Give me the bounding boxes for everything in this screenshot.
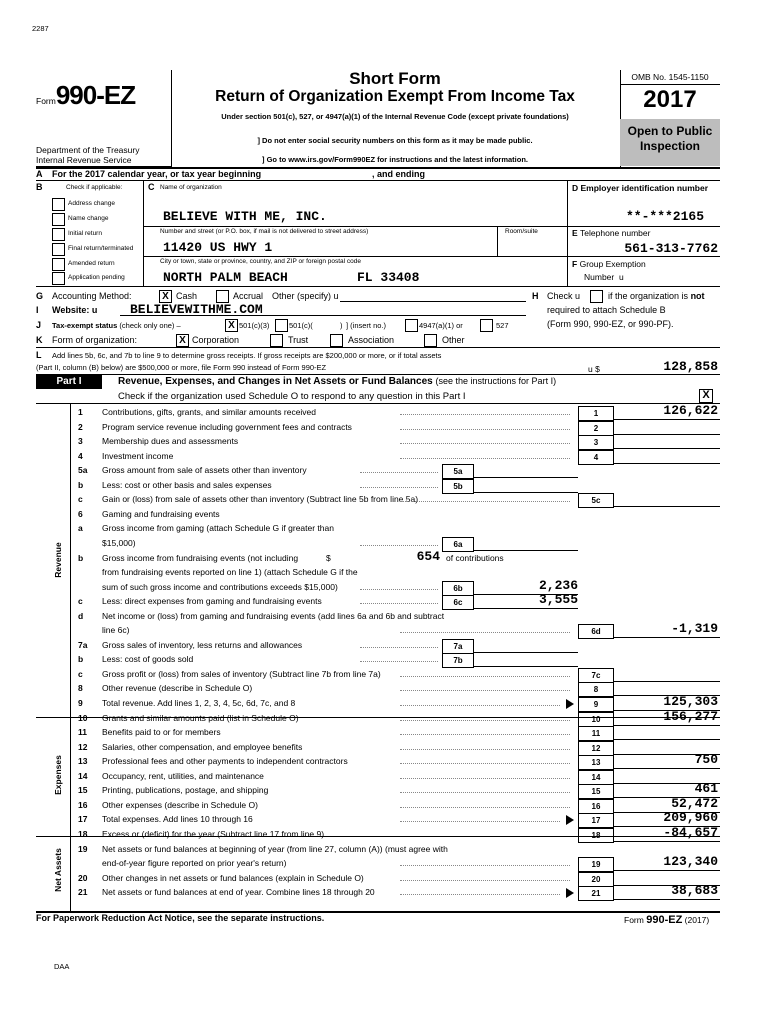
inner-box-number: 6c xyxy=(442,595,474,610)
inner-box-number: 5a xyxy=(442,464,474,479)
line-l-letter: L xyxy=(36,350,42,360)
line-number: 19 xyxy=(78,844,88,854)
line-f: F Group Exemption xyxy=(572,259,646,269)
check-applicable-label: Name change xyxy=(68,215,109,222)
line-j-letter: J xyxy=(36,320,42,330)
line-c-letter: C xyxy=(148,182,155,192)
line-box-number: 3 xyxy=(578,435,614,450)
street-address[interactable]: 11420 US HWY 1 xyxy=(163,240,273,255)
schedule-o-text: Check if the organization used Schedule O to respond to any question in this Part I xyxy=(118,391,466,402)
line-h-text3: required to attach Schedule B xyxy=(547,305,666,315)
form-word: Form xyxy=(36,96,56,106)
line-a-text: For the 2017 calendar year, or tax year beginning xyxy=(52,169,262,179)
line-i-letter: I xyxy=(36,305,39,315)
line-label: Total revenue. Add lines 1, 2, 3, 4, 5c, 6d, 7c, and 8 xyxy=(102,698,296,708)
line-label: Membership dues and assessments xyxy=(102,436,239,446)
line-number: b xyxy=(78,654,84,664)
line-label: Net income or (loss) from gaming and fundraising events (add lines 6a and 6b and subtract xyxy=(102,611,445,621)
line-c-label: Name of organization xyxy=(160,184,222,191)
527-checkbox[interactable] xyxy=(480,319,493,332)
501c3-label: 501(c)(3) xyxy=(239,321,270,330)
part1-line xyxy=(0,463,770,478)
line-b-label: Check if applicable: xyxy=(66,184,123,191)
line-number: c xyxy=(78,494,83,504)
part1-line xyxy=(0,667,770,682)
form-number-block xyxy=(36,80,135,111)
website-label: Website: u xyxy=(52,305,98,315)
line-label: Contributions, gifts, grants, and similar amounts received xyxy=(102,407,317,417)
line-number: 6 xyxy=(78,509,83,519)
line-label: Printing, publications, postage, and shipping xyxy=(102,785,269,795)
line-amount[interactable]: 126,622 xyxy=(663,403,718,418)
part1-line xyxy=(0,492,770,507)
footer-form: Form 990-EZ (2017) xyxy=(624,914,710,926)
check-applicable-checkbox[interactable] xyxy=(52,243,65,256)
part-1-tag: Part I xyxy=(36,375,102,389)
part1-line xyxy=(0,827,770,842)
inner-box-number: 6b xyxy=(442,581,474,596)
inner-amount[interactable]: 3,555 xyxy=(538,592,578,607)
part1-line xyxy=(0,885,770,900)
line-l-text2: (Part II, column (B) below) are $500,000 or more, file Form 990 instead of Form 990-EZ xyxy=(36,363,327,372)
4947-label: 4947(a)(1) or xyxy=(419,321,463,330)
check-applicable-label: Initial return xyxy=(68,230,102,237)
part1-line xyxy=(0,856,770,871)
inner-box-number: 6a xyxy=(442,537,474,552)
line-box-number: 21 xyxy=(578,886,614,901)
check-applicable-label: Final return/terminated xyxy=(68,245,134,252)
line-label: $15,000) xyxy=(102,538,136,548)
501c-label: 501(c)( xyxy=(289,321,313,330)
line-b-letter: B xyxy=(36,182,43,192)
part1-line xyxy=(0,594,770,609)
line-number: 20 xyxy=(78,873,88,883)
line-amount[interactable]: -84,657 xyxy=(663,825,718,840)
cash-checkbox[interactable]: X xyxy=(159,290,172,303)
line-label: Other changes in net assets or fund balances (explain in Schedule O) xyxy=(102,873,364,883)
501c3-checkbox[interactable]: X xyxy=(225,319,238,332)
line-amount[interactable]: 123,340 xyxy=(663,854,718,869)
line-number: 11 xyxy=(78,727,87,737)
irs-url-note: ] Go to www.irs.gov/Form990EZ for instructions and the latest information. xyxy=(262,155,528,164)
corporation-checkbox[interactable]: X xyxy=(176,334,189,347)
line-amount[interactable]: 156,277 xyxy=(663,709,718,724)
line-number: 17 xyxy=(78,814,88,824)
line-label: Grants and similar amounts paid (list in Schedule O) xyxy=(102,713,299,723)
check-applicable-label: Amended return xyxy=(68,260,115,267)
line-amount[interactable]: 750 xyxy=(694,752,718,767)
line-label: from fundraising events reported on line 1) (attach Schedule G if the xyxy=(102,567,358,577)
line-label: Total expenses. Add lines 10 through 16 xyxy=(102,814,253,824)
trust-checkbox[interactable] xyxy=(270,334,283,347)
accrual-label: Accrual xyxy=(233,291,264,301)
schedule-o-checkbox[interactable]: X xyxy=(699,389,713,403)
part1-line xyxy=(0,711,770,726)
line-d: D Employer identification number xyxy=(572,183,709,193)
line-box-number: 2 xyxy=(578,421,614,436)
line-h-letter: H xyxy=(532,291,539,301)
line-box-number: 11 xyxy=(578,726,614,741)
line-number: 8 xyxy=(78,683,83,693)
line-box-number: 15 xyxy=(578,784,614,799)
line-a-ending: , and ending xyxy=(372,169,425,179)
line-box-number: 12 xyxy=(578,741,614,756)
check-applicable-label: Application pending xyxy=(68,274,125,281)
line-g-letter: G xyxy=(36,291,44,301)
part1-line xyxy=(0,521,770,536)
line-amount[interactable]: 209,960 xyxy=(663,810,718,825)
line-box-number: 14 xyxy=(578,770,614,785)
line-number: 18 xyxy=(78,829,88,839)
line-label: Investment income xyxy=(102,451,174,461)
part1-line xyxy=(0,551,770,566)
state-zip[interactable]: FL 33408 xyxy=(357,270,420,285)
arrow-right-icon xyxy=(566,699,574,709)
association-label: Association xyxy=(348,335,395,345)
line-number: b xyxy=(78,480,84,490)
ssn-note: ] Do not enter social security numbers on this form as it may be made public. xyxy=(257,136,533,145)
side-label-expenses: Expenses xyxy=(53,755,63,795)
tax-exempt-label: Tax-exempt status (check only one) – xyxy=(52,321,181,330)
inner-amount[interactable]: 2,236 xyxy=(538,578,578,593)
line-label: Excess or (deficit) for the year (Subtract line 17 from line 9) xyxy=(102,829,325,839)
line-e: E Telephone number xyxy=(572,228,651,238)
line-l-text1: Add lines 5b, 6c, and 7b to line 9 to determine gross receipts. If gross receipts are $200,000 or more, or if total assets xyxy=(52,351,442,360)
line-h-text2: if the organization is not xyxy=(608,291,705,301)
line-number: 2 xyxy=(78,422,83,432)
check-applicable-checkbox[interactable] xyxy=(52,272,65,285)
department xyxy=(36,145,139,165)
line-box-number: 5c xyxy=(578,493,614,508)
501c-close: ) xyxy=(340,321,343,330)
part1-line xyxy=(0,580,770,595)
check-applicable-checkbox[interactable] xyxy=(52,198,65,211)
line-box-number: 6d xyxy=(578,624,614,639)
line-label: Gross income from gaming (attach Schedule G if greater than xyxy=(102,523,334,533)
line-number: d xyxy=(78,611,84,621)
trust-label: Trust xyxy=(288,335,309,345)
line-box-number: 18 xyxy=(578,828,614,843)
page-id: 2287 xyxy=(32,24,49,33)
line-amount[interactable]: 38,683 xyxy=(671,883,718,898)
line-amount[interactable]: 461 xyxy=(694,781,718,796)
line-f-2: Number u xyxy=(584,272,624,282)
line-number: 3 xyxy=(78,436,83,446)
line-number: 13 xyxy=(78,756,88,766)
527-label: 527 xyxy=(496,321,509,330)
part1-line xyxy=(0,478,770,493)
line-label: sum of such gross income and contributions exceeds $15,000) xyxy=(102,582,338,592)
line-box-number: 9 xyxy=(578,697,614,712)
part1-line xyxy=(0,420,770,435)
public-inspection: Open to Public Inspection xyxy=(627,124,713,153)
part1-line xyxy=(0,652,770,667)
part1-line xyxy=(0,754,770,769)
line-label: line 6c) xyxy=(102,625,130,635)
line-number: 4 xyxy=(78,451,83,461)
inner-box-number: 7a xyxy=(442,639,474,654)
line-box-number: 10 xyxy=(578,712,614,727)
line-number: c xyxy=(78,596,83,606)
other-org-label: Other xyxy=(442,335,465,345)
line-label: Net assets or fund balances at end of year. Combine lines 18 through 20 xyxy=(102,887,375,897)
line-box-number: 7c xyxy=(578,668,614,683)
501c-checkbox[interactable] xyxy=(275,319,288,332)
line-box-number: 4 xyxy=(578,450,614,465)
city-label: City or town, state or province, country, and ZIP or foreign postal code xyxy=(160,258,361,265)
city[interactable]: NORTH PALM BEACH xyxy=(163,270,288,285)
form-of-org-label: Form of organization: xyxy=(52,335,138,345)
dept-line-1: Department of the Treasury xyxy=(36,145,140,155)
part1-line xyxy=(0,507,770,522)
line-number: 16 xyxy=(78,800,88,810)
check-applicable-checkbox[interactable] xyxy=(52,258,65,271)
line-number: 21 xyxy=(78,887,88,897)
line-label: end-of-year figure reported on prior year's return) xyxy=(102,858,287,868)
corporation-label: Corporation xyxy=(192,335,240,345)
inner-box-number: 7b xyxy=(442,653,474,668)
line-k-letter: K xyxy=(36,335,43,345)
fundraising-contributions[interactable]: 654 xyxy=(416,549,440,564)
org-name[interactable]: BELIEVE WITH ME, INC. xyxy=(163,209,327,224)
line-label: Gross profit or (loss) from sales of inventory (Subtract line 7b from line 7a) xyxy=(102,669,381,679)
line-label: Program service revenue including government fees and contracts xyxy=(102,422,352,432)
ein[interactable]: **-***2165 xyxy=(625,209,704,224)
line-number: 9 xyxy=(78,698,83,708)
line-h-text1: Check u xyxy=(547,291,581,301)
form-number: 990-EZ xyxy=(55,80,136,110)
part1-line xyxy=(0,623,770,638)
line-box-number: 19 xyxy=(578,857,614,872)
omb-number: OMB No. 1545-1150 xyxy=(631,72,709,82)
check-applicable-checkbox[interactable] xyxy=(52,213,65,226)
line-label: Less: cost or other basis and sales expenses xyxy=(102,480,272,490)
line-number: 14 xyxy=(78,771,88,781)
room-label: Room/suite xyxy=(505,228,538,235)
line-label: Salaries, other compensation, and employee benefits xyxy=(102,742,303,752)
part1-line xyxy=(0,405,770,420)
line-number: a xyxy=(78,523,83,533)
line-label: Gross amount from sale of assets other than inventory xyxy=(102,465,307,475)
part-1-title: Revenue, Expenses, and Changes in Net Assets or Fund Balances (see the instructions for Part I) xyxy=(118,376,557,387)
daa-mark: DAA xyxy=(54,962,70,971)
side-label-net-assets: Net Assets xyxy=(53,848,63,892)
line-a-letter: A xyxy=(36,169,43,179)
4947-checkbox[interactable] xyxy=(405,319,418,332)
check-applicable-label: Address change xyxy=(68,200,115,207)
line-label: Benefits paid to or for members xyxy=(102,727,221,737)
side-label-revenue: Revenue xyxy=(53,542,63,578)
other-method-label: Other (specify) u xyxy=(272,291,339,301)
street-label: Number and street (or P.O. box, if mail is not delivered to street address) xyxy=(160,228,369,235)
check-applicable-checkbox[interactable] xyxy=(52,228,65,241)
line-amount[interactable]: -1,319 xyxy=(671,621,718,636)
other-org-checkbox[interactable] xyxy=(424,334,437,347)
arrow-right-icon xyxy=(566,815,574,825)
line-number: 7a xyxy=(78,640,88,650)
line-label: Gross sales of inventory, less returns and allowances xyxy=(102,640,303,650)
arrow-right-icon xyxy=(566,888,574,898)
line-label: Occupancy, rent, utilities, and maintenance xyxy=(102,771,264,781)
accounting-label: Accounting Method: xyxy=(52,291,132,301)
line-h-text4: (Form 990, 990-EZ, or 990-PF). xyxy=(547,319,674,329)
line-box-number: 16 xyxy=(578,799,614,814)
line-number: 10 xyxy=(78,713,88,723)
part1-line xyxy=(0,434,770,449)
line-amount[interactable]: 52,472 xyxy=(671,796,718,811)
fundraising-dollar: $ xyxy=(326,553,331,563)
line-box-number: 1 xyxy=(578,406,614,421)
part1-line xyxy=(0,449,770,464)
schedule-b-checkbox[interactable] xyxy=(590,290,603,303)
line-label: Gain or (loss) from sale of assets other than inventory (Subtract line 5b from line 5a) xyxy=(102,494,419,504)
subtitle: Under section 501(c), 527, or 4947(a)(1) of the Internal Revenue Code (except private foundations) xyxy=(221,112,569,121)
line-number: b xyxy=(78,553,84,563)
part1-line xyxy=(0,565,770,580)
line-number: 5a xyxy=(78,465,88,475)
inner-box-number: 5b xyxy=(442,479,474,494)
paperwork-notice: For Paperwork Reduction Act Notice, see the separate instructions. xyxy=(36,913,325,923)
line-amount[interactable]: 125,303 xyxy=(663,694,718,709)
line-label: Gross income from fundraising events (not including xyxy=(102,553,299,563)
line-box-number: 8 xyxy=(578,682,614,697)
title-main: Return of Organization Exempt From Income Tax xyxy=(215,88,575,105)
dept-line-2: Internal Revenue Service xyxy=(36,155,132,165)
line-label: Other expenses (describe in Schedule O) xyxy=(102,800,258,810)
part1-line xyxy=(0,725,770,740)
line-label: Other revenue (describe in Schedule O) xyxy=(102,683,253,693)
line-label: Professional fees and other payments to independent contractors xyxy=(102,756,348,766)
line-box-number: 17 xyxy=(578,813,614,828)
title-short-form: Short Form xyxy=(349,69,441,88)
line-label: Net assets or fund balances at beginning of year (from line 27, column (A)) (must agree with xyxy=(102,844,448,854)
association-checkbox[interactable] xyxy=(330,334,343,347)
fundraising-suffix: of contributions xyxy=(446,553,504,563)
line-box-number: 13 xyxy=(578,755,614,770)
line-number: c xyxy=(78,669,83,679)
part1-line xyxy=(0,638,770,653)
line-l-mark: u $ xyxy=(588,364,600,374)
line-number: 12 xyxy=(78,742,88,752)
line-label: Less: cost of goods sold xyxy=(102,654,194,664)
line-label: Gaming and fundraising events xyxy=(102,509,220,519)
gross-receipts[interactable]: 128,858 xyxy=(663,359,718,374)
line-label: Less: direct expenses from gaming and fundraising events xyxy=(102,596,322,606)
line-number: 15 xyxy=(78,785,88,795)
line-number: 1 xyxy=(78,407,83,417)
website[interactable]: BELIEVEWITHME.COM xyxy=(130,302,263,317)
line-box-number: 20 xyxy=(578,872,614,887)
cash-label: Cash xyxy=(176,291,198,301)
insert-no: ] (insert no.) xyxy=(346,321,387,330)
tax-year: 2017 xyxy=(643,86,697,113)
phone[interactable]: 561-313-7762 xyxy=(624,241,718,256)
